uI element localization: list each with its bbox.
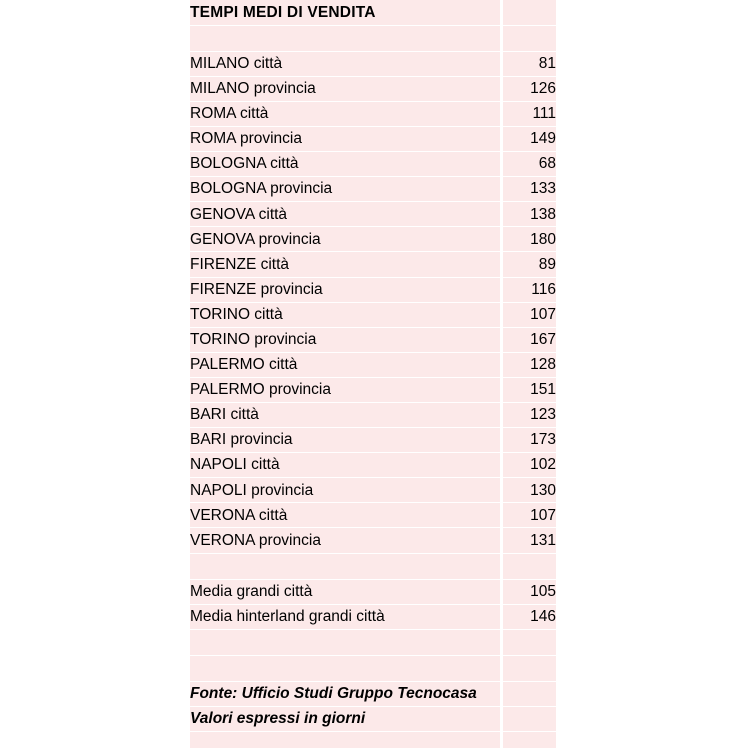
- unit-note-row: [190, 707, 556, 732]
- row-label: PALERMO città: [190, 352, 502, 377]
- source-note: Fonte: Ufficio Studi Gruppo Tecnocasa: [190, 682, 502, 707]
- row-label: MILANO città: [190, 51, 502, 76]
- spacer-row: [190, 629, 556, 655]
- row-value: 81: [502, 51, 557, 76]
- table-row: [190, 428, 556, 453]
- spacer-label-cell: [190, 25, 502, 51]
- row-label: MILANO provincia: [190, 76, 502, 101]
- table-row: [190, 352, 556, 377]
- row-value: 149: [502, 126, 557, 151]
- spacer-label-cell: [190, 732, 502, 748]
- table-body: [190, 0, 556, 748]
- row-value: 123: [502, 403, 557, 428]
- table-row: [190, 327, 556, 352]
- spacer-row: [190, 25, 556, 51]
- table-row: [190, 101, 556, 126]
- summary-row: [190, 604, 556, 629]
- spacer-label-cell: [190, 655, 502, 681]
- table-row: [190, 152, 556, 177]
- row-label: BARI provincia: [190, 428, 502, 453]
- row-value: 151: [502, 377, 557, 402]
- row-label: NAPOLI città: [190, 453, 502, 478]
- spacer-label-cell: [190, 629, 502, 655]
- spacer-row: [190, 553, 556, 579]
- row-label: BOLOGNA città: [190, 152, 502, 177]
- row-value: 138: [502, 202, 557, 227]
- table-row: [190, 227, 556, 252]
- row-value: 180: [502, 227, 557, 252]
- row-value: 128: [502, 352, 557, 377]
- row-value: 133: [502, 177, 557, 202]
- table-row: [190, 202, 556, 227]
- row-value: 130: [502, 478, 557, 503]
- spacer-value-cell: [502, 553, 557, 579]
- spacer-row: [190, 732, 556, 748]
- sales-times-table: [190, 0, 556, 748]
- note-value-cell: [502, 707, 557, 732]
- table-row: [190, 503, 556, 528]
- row-value: 107: [502, 503, 557, 528]
- row-label: ROMA città: [190, 101, 502, 126]
- table-row: [190, 377, 556, 402]
- summary-row: [190, 579, 556, 604]
- note-value-cell: [502, 682, 557, 707]
- spacer-label-cell: [190, 553, 502, 579]
- row-value: 107: [502, 302, 557, 327]
- row-value: 126: [502, 76, 557, 101]
- summary-label: Media grandi città: [190, 579, 502, 604]
- row-value: 102: [502, 453, 557, 478]
- row-label: PALERMO provincia: [190, 377, 502, 402]
- summary-value: 105: [502, 579, 557, 604]
- table-row: [190, 51, 556, 76]
- table-row: [190, 177, 556, 202]
- table-row: [190, 302, 556, 327]
- row-value: 111: [502, 101, 557, 126]
- page-title: TEMPI MEDI DI VENDITA: [190, 0, 502, 25]
- unit-note: Valori espressi in giorni: [190, 707, 502, 732]
- row-label: TORINO provincia: [190, 327, 502, 352]
- table-row: [190, 126, 556, 151]
- table-row: [190, 528, 556, 553]
- spacer-value-cell: [502, 732, 557, 748]
- row-value: 89: [502, 252, 557, 277]
- source-note-row: [190, 682, 556, 707]
- row-label: GENOVA città: [190, 202, 502, 227]
- spacer-value-cell: [502, 629, 557, 655]
- summary-value: 146: [502, 604, 557, 629]
- title-value-cell: [502, 0, 557, 25]
- spacer-value-cell: [502, 655, 557, 681]
- table-row: [190, 252, 556, 277]
- row-label: TORINO città: [190, 302, 502, 327]
- table-row: [190, 277, 556, 302]
- summary-label: Media hinterland grandi città: [190, 604, 502, 629]
- row-value: 68: [502, 152, 557, 177]
- row-label: VERONA provincia: [190, 528, 502, 553]
- table-row: [190, 76, 556, 101]
- row-label: FIRENZE provincia: [190, 277, 502, 302]
- row-label: GENOVA provincia: [190, 227, 502, 252]
- table-row: [190, 478, 556, 503]
- spacer-value-cell: [502, 25, 557, 51]
- table-row: [190, 403, 556, 428]
- row-value: 116: [502, 277, 557, 302]
- row-value: 167: [502, 327, 557, 352]
- row-value: 173: [502, 428, 557, 453]
- row-label: FIRENZE città: [190, 252, 502, 277]
- row-label: BARI città: [190, 403, 502, 428]
- row-label: ROMA provincia: [190, 126, 502, 151]
- row-label: BOLOGNA provincia: [190, 177, 502, 202]
- row-label: NAPOLI provincia: [190, 478, 502, 503]
- row-label: VERONA città: [190, 503, 502, 528]
- table-row: [190, 453, 556, 478]
- spacer-row: [190, 655, 556, 681]
- row-value: 131: [502, 528, 557, 553]
- table-title-row: [190, 0, 556, 25]
